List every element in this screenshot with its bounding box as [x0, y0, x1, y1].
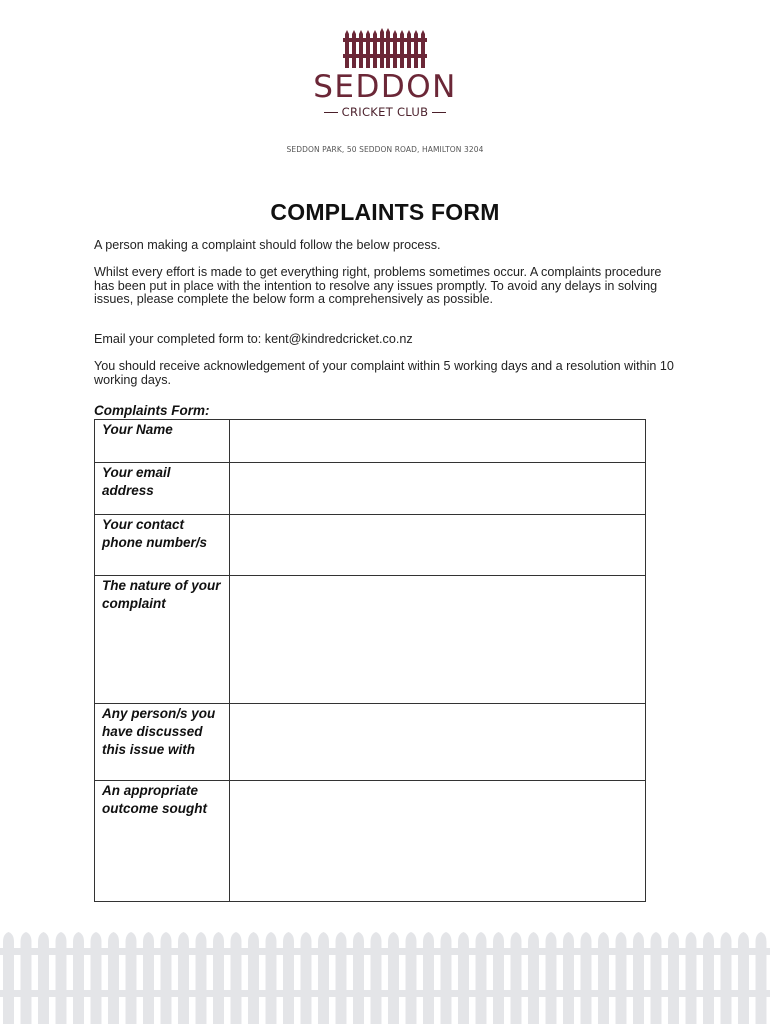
acknowledgement-paragraph: You should receive acknowledgement of your complaint within 5 working days and a resolution within 10 working days. — [94, 359, 674, 387]
row-label-name: Your Name — [95, 420, 230, 463]
fence-picket — [371, 932, 382, 1024]
fence-picket — [598, 932, 609, 1024]
row-label-email: Your email address — [95, 463, 230, 515]
fence-picket — [108, 932, 119, 1024]
fence-picket — [651, 932, 662, 1024]
fence-picket — [248, 932, 259, 1024]
complaint-field[interactable] — [230, 576, 646, 704]
fence-picket — [528, 932, 539, 1024]
fence-picket — [38, 932, 49, 1024]
row-label-outcome: An appropriate outcome sought — [95, 781, 230, 902]
fence-picket — [581, 932, 592, 1024]
name-field[interactable] — [230, 420, 646, 463]
row-label-persons: Any person/s you have discussed this issue with — [95, 704, 230, 781]
fence-picket — [143, 932, 154, 1024]
fence-picket — [388, 932, 399, 1024]
fence-picket — [633, 932, 644, 1024]
table-row — [95, 781, 646, 902]
divider — [432, 112, 446, 113]
fence-picket — [161, 932, 172, 1024]
complaints-table — [94, 419, 646, 902]
fence-picket — [301, 932, 312, 1024]
intro-paragraph: A person making a complaint should follow the below process. — [94, 238, 441, 252]
row-label-phone: Your contact phone number/s — [95, 515, 230, 576]
phone-field[interactable] — [230, 515, 646, 576]
form-label: Complaints Form: — [94, 403, 210, 418]
fence-picket — [196, 932, 207, 1024]
club-logo — [0, 28, 770, 119]
picket-fence-decoration — [0, 930, 770, 1024]
fence-picket — [126, 932, 137, 1024]
club-name: SEDDON — [313, 69, 457, 105]
fence-picket — [21, 932, 32, 1024]
club-subtitle-text: CRICKET CLUB — [341, 105, 429, 119]
fence-picket — [441, 932, 452, 1024]
fence-picket — [493, 932, 504, 1024]
fence-picket — [283, 932, 294, 1024]
fence-picket — [563, 932, 574, 1024]
club-address: SEDDON PARK, 50 SEDDON ROAD, HAMILTON 3204 — [286, 145, 484, 154]
club-subtitle — [0, 105, 770, 119]
table-row — [95, 515, 646, 576]
fence-picket — [668, 932, 679, 1024]
email-field[interactable] — [230, 463, 646, 515]
table-row — [95, 704, 646, 781]
fence-picket — [616, 932, 627, 1024]
fence-picket — [458, 932, 469, 1024]
fence-picket — [91, 932, 102, 1024]
fence-picket — [703, 932, 714, 1024]
fence-picket — [511, 932, 522, 1024]
fence-picket — [178, 932, 189, 1024]
fence-picket — [756, 932, 767, 1024]
table-row — [95, 463, 646, 515]
fence-picket — [353, 932, 364, 1024]
outcome-field[interactable] — [230, 781, 646, 902]
fence-picket — [423, 932, 434, 1024]
fence-picket — [406, 932, 417, 1024]
fence-picket — [73, 932, 84, 1024]
row-label-complaint: The nature of your complaint — [95, 576, 230, 704]
persons-field[interactable] — [230, 704, 646, 781]
fence-picket — [546, 932, 557, 1024]
table-row — [95, 420, 646, 463]
fence-picket — [318, 932, 329, 1024]
fence-picket — [336, 932, 347, 1024]
fence-picket — [686, 932, 697, 1024]
fence-picket — [3, 932, 14, 1024]
email-instruction: Email your completed form to: kent@kindredcricket.co.nz — [94, 332, 413, 346]
fence-picket — [56, 932, 67, 1024]
divider — [324, 112, 338, 113]
page-title: COMPLAINTS FORM — [270, 199, 500, 225]
picket-fence-icon — [343, 28, 427, 68]
fence-picket — [231, 932, 242, 1024]
fence-picket — [738, 932, 749, 1024]
fence-picket — [213, 932, 224, 1024]
fence-picket — [266, 932, 277, 1024]
fence-picket — [476, 932, 487, 1024]
fence-picket — [721, 932, 732, 1024]
table-row — [95, 576, 646, 704]
process-paragraph: Whilst every effort is made to get everything right, problems sometimes occur. A complaints procedure has been put in place with the intention to resolve any issues promptly. To avoid any delays in solving issues, please complete the below form a comprehensively as possible. — [94, 265, 662, 307]
